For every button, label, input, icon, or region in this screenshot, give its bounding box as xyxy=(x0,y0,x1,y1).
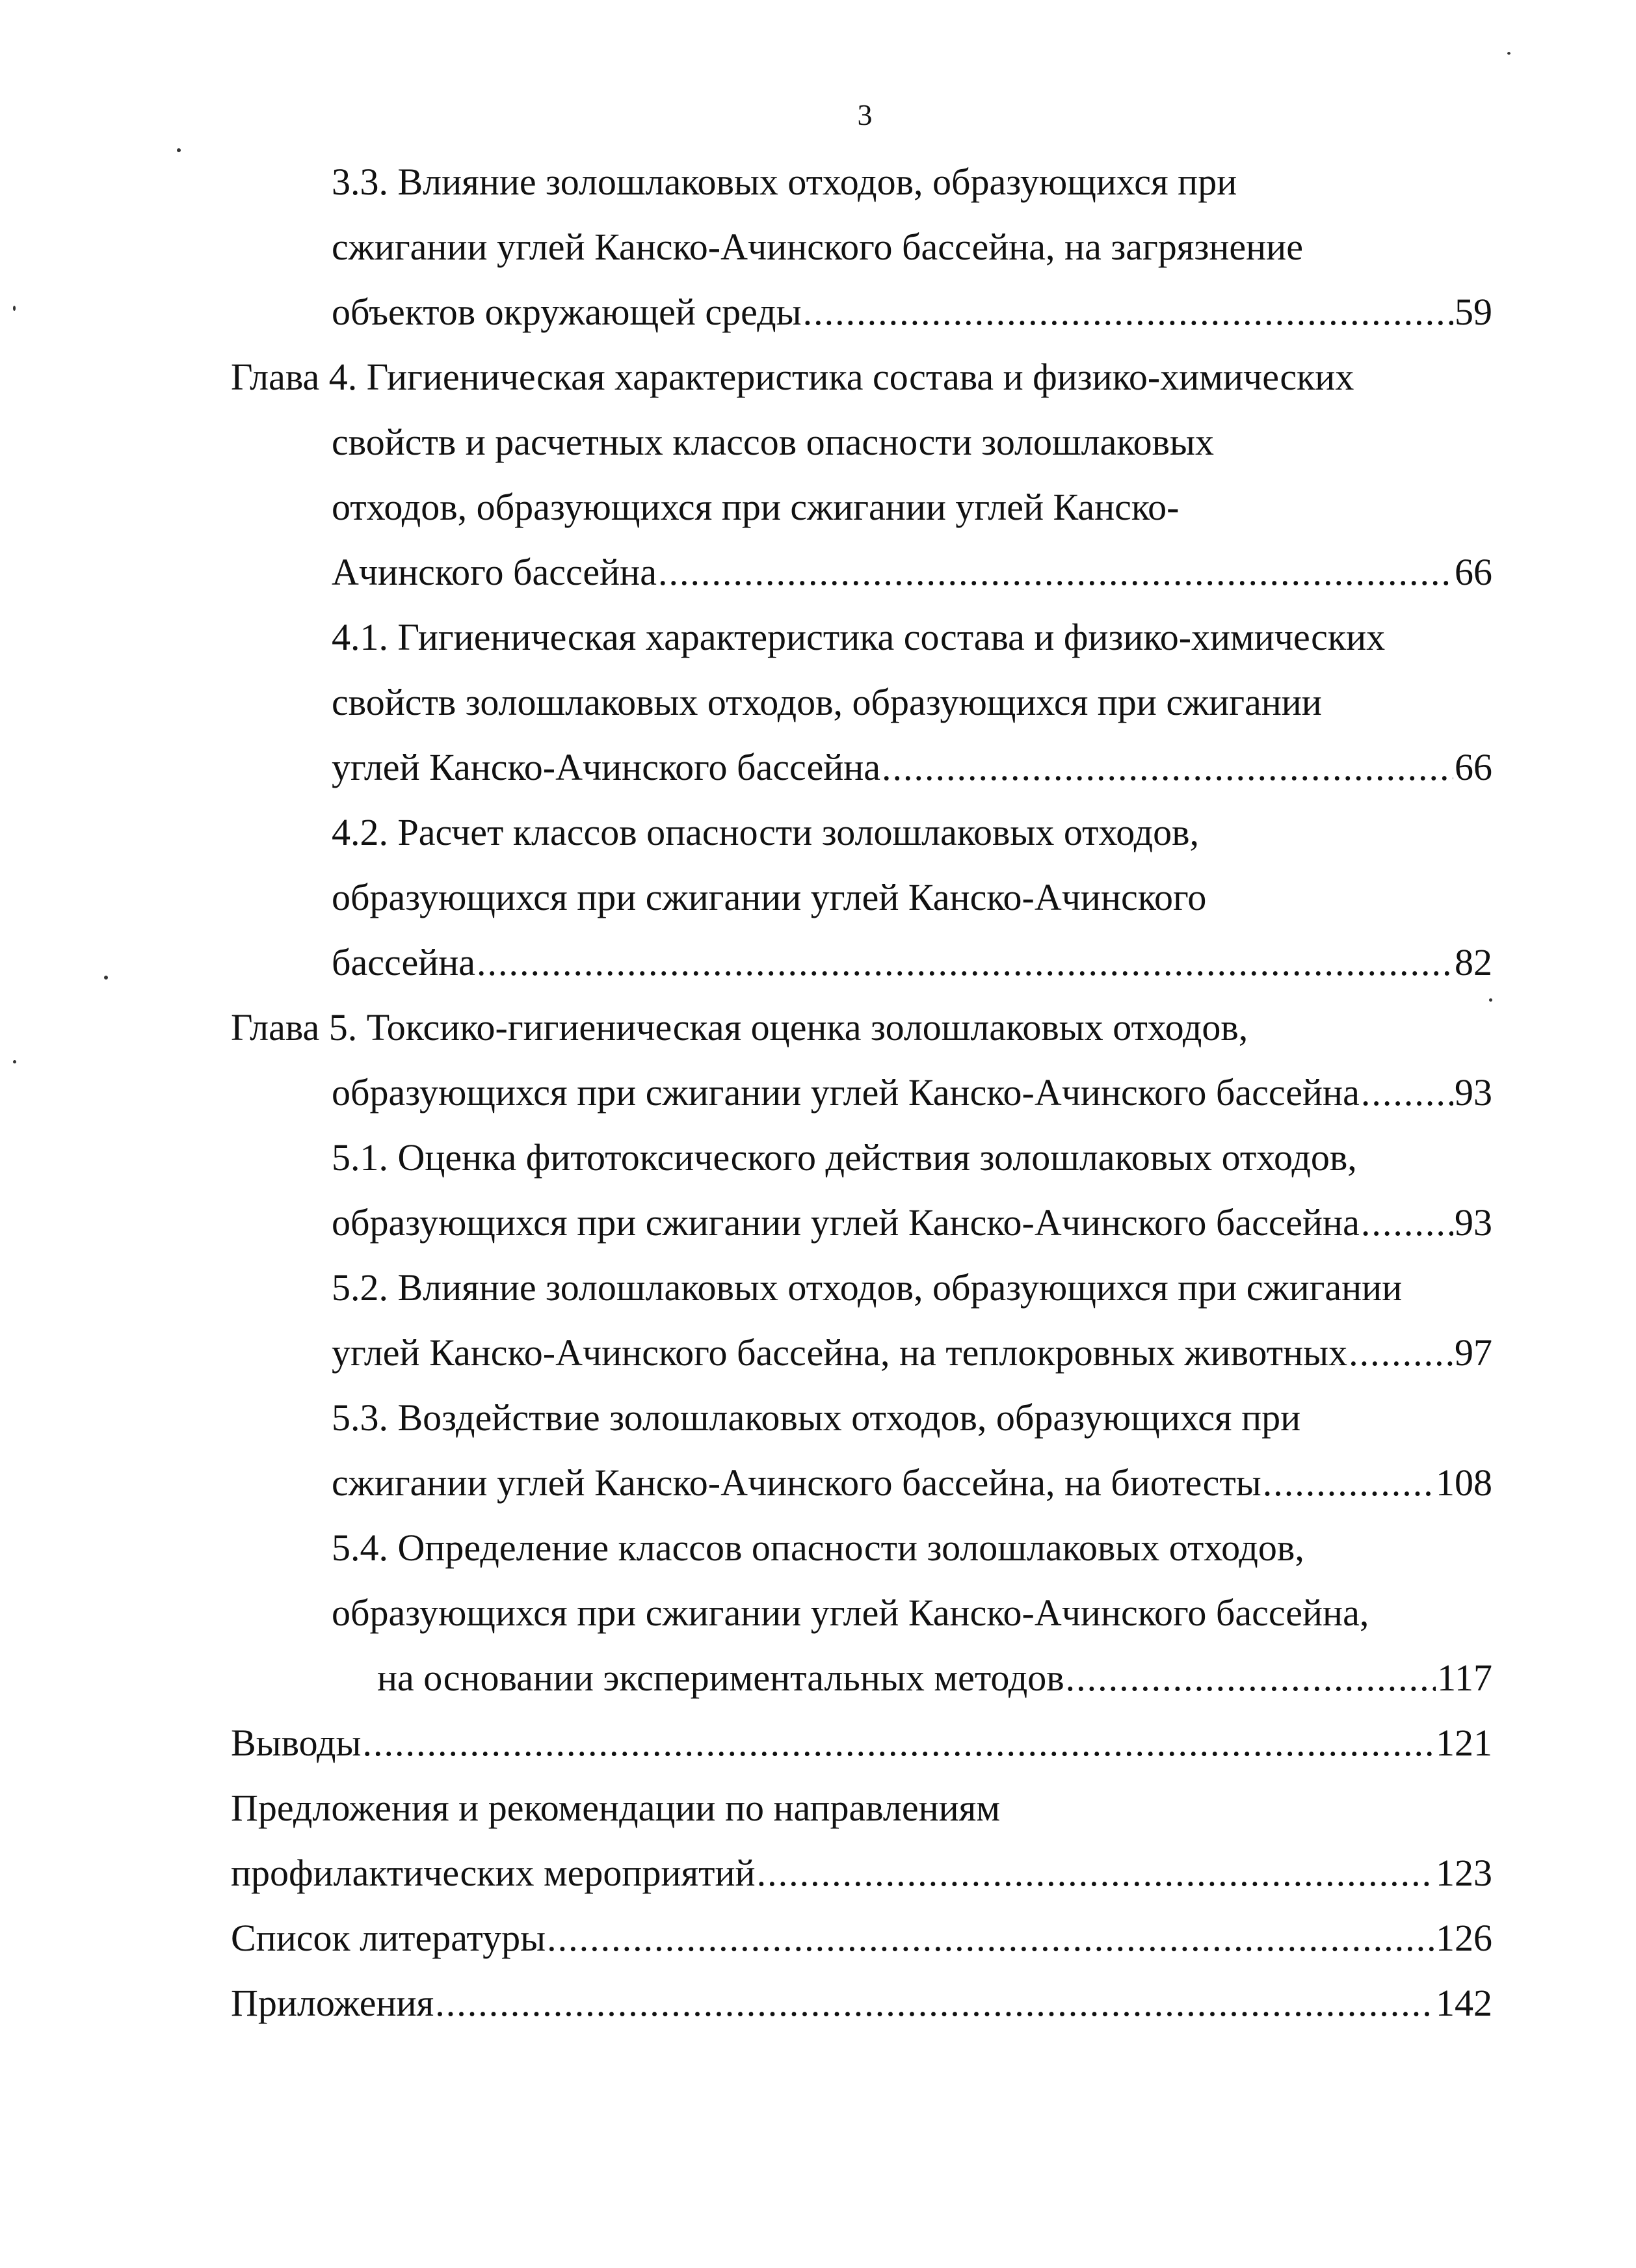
toc-references-page: 126 xyxy=(1436,1917,1492,1959)
toc-5-4-entry[interactable] xyxy=(377,1652,1492,1704)
toc-conclusions-title: Выводы xyxy=(231,1722,362,1764)
toc-proposals-line-1: Предложения и рекомендации по направлениям xyxy=(231,1787,1001,1829)
toc-ch5-page: 93 xyxy=(1455,1071,1492,1114)
toc-4-2-page: 82 xyxy=(1455,941,1492,983)
scan-speck xyxy=(104,976,108,980)
toc-proposals-page: 123 xyxy=(1436,1852,1492,1894)
toc-4-1-page: 66 xyxy=(1455,746,1492,788)
leader-dots xyxy=(547,1912,1434,1964)
toc-5-2-page: 97 xyxy=(1455,1331,1492,1374)
toc-references-entry[interactable] xyxy=(231,1912,1492,1964)
toc-5-2-entry[interactable] xyxy=(332,1327,1492,1379)
toc-5-3-line-1: 5.3. Воздействие золошлаковых отходов, образующихся при xyxy=(332,1396,1301,1439)
toc-proposals-title: профилактических мероприятий xyxy=(231,1852,756,1894)
toc-references-title: Список литературы xyxy=(231,1917,546,1959)
leader-dots xyxy=(757,1847,1434,1899)
toc-4-1-entry[interactable] xyxy=(332,741,1492,794)
leader-dots xyxy=(477,937,1453,989)
scan-speck xyxy=(13,306,16,311)
toc-appendices-entry[interactable] xyxy=(231,1977,1492,2029)
toc-ch4-page: 66 xyxy=(1455,551,1492,593)
leader-dots xyxy=(1349,1327,1453,1379)
toc-4-2-line-1: 4.2. Расчет классов опасности золошлаковых отходов, xyxy=(332,811,1199,853)
toc-5-4-line-1: 5.4. Определение классов опасности золошлаковых отходов, xyxy=(332,1527,1304,1569)
toc-5-3-title: сжигании углей Канско-Ачинского бассейна, на биотесты xyxy=(332,1461,1261,1504)
toc-4-2-line-2: образующихся при сжигании углей Канско-Ачинского xyxy=(332,876,1207,918)
toc-4-1-line-2: свойств золошлаковых отходов, образующихся при сжигании xyxy=(332,681,1322,723)
toc-3-3-line-2: сжигании углей Канско-Ачинского бассейна, на загрязнение xyxy=(332,226,1303,268)
toc-5-1-page: 93 xyxy=(1455,1201,1492,1244)
toc-5-3-entry[interactable] xyxy=(332,1457,1492,1509)
leader-dots xyxy=(1361,1197,1453,1249)
scan-speck xyxy=(1507,52,1511,55)
leader-dots xyxy=(362,1717,1434,1769)
toc-3-3-page: 59 xyxy=(1455,291,1492,333)
toc-ch4-line-1: Глава 4. Гигиеническая характеристика состава и физико-химических xyxy=(231,356,1354,398)
leader-dots xyxy=(803,286,1453,338)
leader-dots xyxy=(1361,1067,1453,1119)
leader-dots xyxy=(658,546,1453,598)
toc-5-1-title: образующихся при сжигании углей Канско-Ачинского бассейна xyxy=(332,1201,1360,1244)
toc-5-2-title: углей Канско-Ачинского бассейна, на теплокровных животных xyxy=(332,1331,1348,1374)
toc-5-4-page: 117 xyxy=(1437,1657,1492,1699)
toc-appendices-title: Приложения xyxy=(231,1982,434,2024)
scan-speck xyxy=(1489,998,1492,1002)
toc-4-2-entry[interactable] xyxy=(332,937,1492,989)
scan-speck xyxy=(13,1060,16,1063)
toc-conclusions-page: 121 xyxy=(1436,1722,1492,1764)
toc-ch4-title: Ачинского бассейна xyxy=(332,551,657,593)
toc-ch4-entry[interactable] xyxy=(332,546,1492,598)
scan-speck xyxy=(177,148,181,152)
toc-appendices-page: 142 xyxy=(1436,1982,1492,2024)
toc-3-3-entry[interactable] xyxy=(332,286,1492,338)
toc-ch5-entry[interactable] xyxy=(332,1067,1492,1119)
toc-3-3-title: объектов окружающей среды xyxy=(332,291,802,333)
page-number: 3 xyxy=(857,98,873,131)
toc-5-4-title: на основании экспериментальных методов xyxy=(377,1657,1064,1699)
toc-ch5-line-1: Глава 5. Токсико-гигиеническая оценка золошлаковых отходов, xyxy=(231,1006,1248,1048)
toc-5-3-page: 108 xyxy=(1436,1461,1492,1504)
toc-3-3-line-1: 3.3. Влияние золошлаковых отходов, образующихся при xyxy=(332,161,1237,203)
leader-dots xyxy=(882,741,1453,794)
leader-dots xyxy=(435,1977,1434,2029)
toc-4-1-line-1: 4.1. Гигиеническая характеристика состава и физико-химических xyxy=(332,616,1386,658)
toc-4-1-title: углей Канско-Ачинского бассейна xyxy=(332,746,881,788)
toc-4-2-title: бассейна xyxy=(332,941,476,983)
toc-5-1-line-1: 5.1. Оценка фитотоксического действия золошлаковых отходов, xyxy=(332,1136,1357,1179)
toc-ch4-line-2: свойств и расчетных классов опасности золошлаковых xyxy=(332,421,1214,463)
toc-ch4-line-3: отходов, образующихся при сжигании углей Канско- xyxy=(332,486,1180,528)
leader-dots xyxy=(1263,1457,1434,1509)
toc-5-4-line-2: образующихся при сжигании углей Канско-Ачинского бассейна, xyxy=(332,1592,1369,1634)
leader-dots xyxy=(1066,1652,1436,1704)
toc-conclusions-entry[interactable] xyxy=(231,1717,1492,1769)
toc-proposals-entry[interactable] xyxy=(231,1847,1492,1899)
toc-5-2-line-1: 5.2. Влияние золошлаковых отходов, образующихся при сжигании xyxy=(332,1266,1403,1309)
toc-5-1-entry[interactable] xyxy=(332,1197,1492,1249)
toc-ch5-title: образующихся при сжигании углей Канско-Ачинского бассейна xyxy=(332,1071,1360,1114)
